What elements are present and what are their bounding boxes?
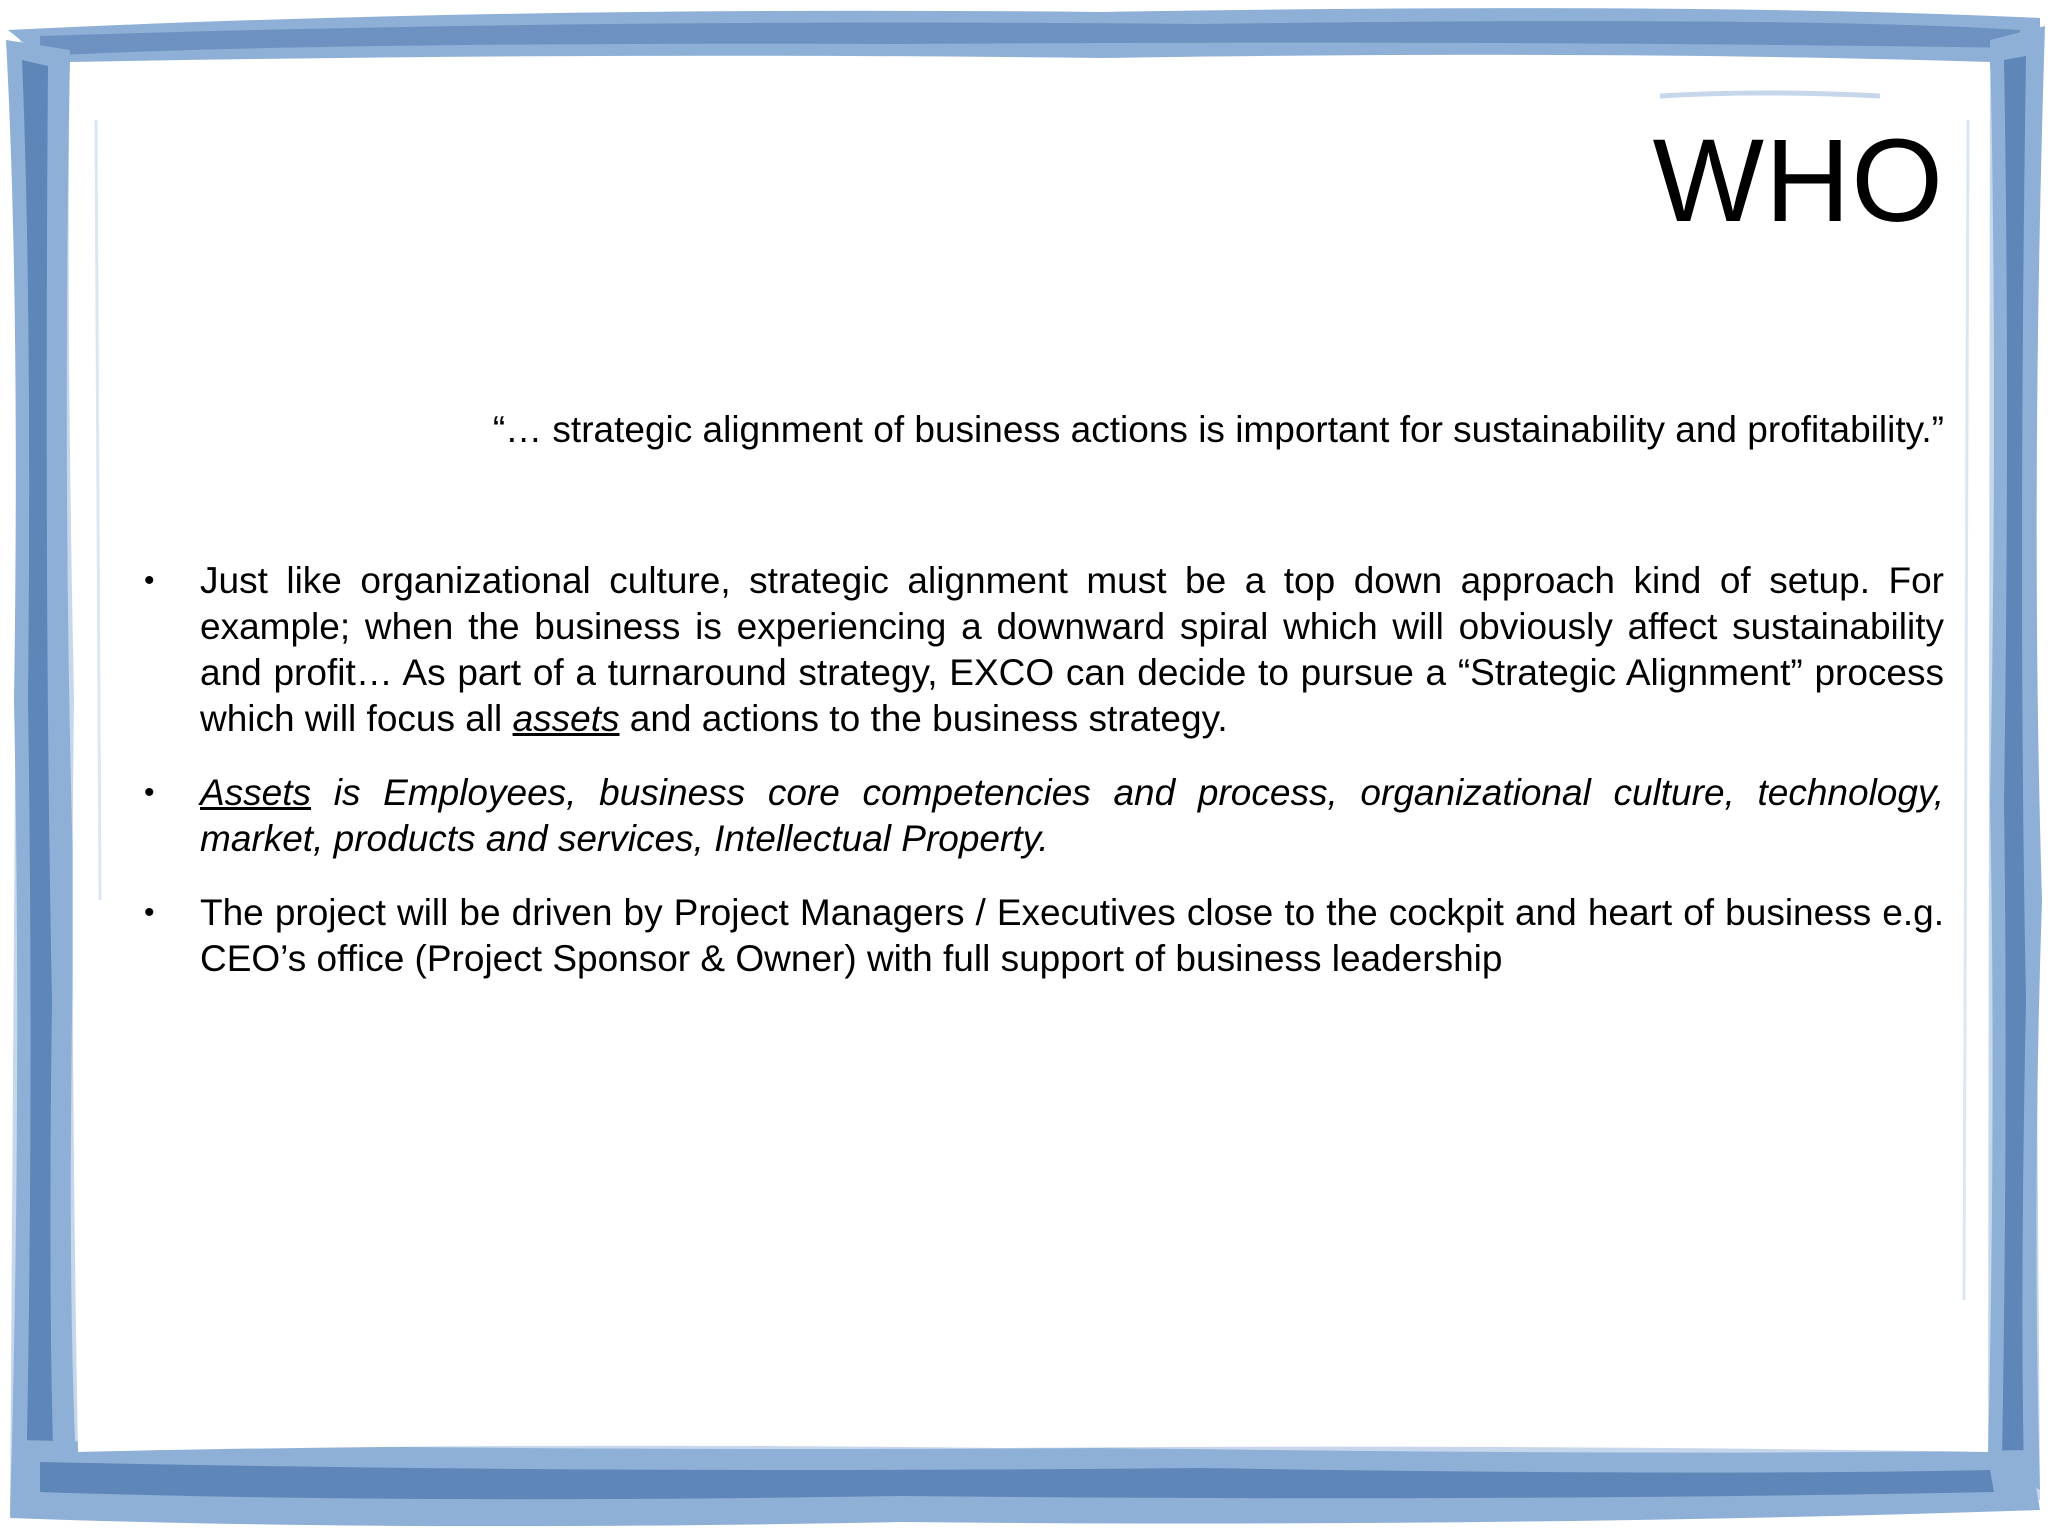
bullet-item — [144, 558, 1944, 742]
bullet-text: The project will be driven by Project Managers / Executives close to the cockpit and heart of business e.g. CEO’s office (Project Sponsor & Owner) with full support of business leadership — [200, 892, 1944, 979]
bullet-dot-icon: • — [144, 896, 155, 929]
slide-title: WHO — [1652, 115, 1944, 247]
assets-emphasis: Assets — [200, 772, 312, 813]
bullet-item — [144, 890, 1944, 982]
bullet-item — [144, 770, 1944, 862]
bullet-text: Just like organizational culture, strategic alignment must be a top down approach kind of setup. For example; when the business is experiencing a downward spiral which will obviously affect sustainability and profit… As part of a turnaround strategy, EXCO can decide to pursue a “Strategic Alignment” process which will focus all — [200, 560, 1944, 739]
bullet-text: and actions to the business strategy. — [619, 698, 1228, 739]
bullet-dot-icon: • — [144, 776, 155, 809]
bullet-dot-icon: • — [144, 564, 155, 597]
bullet-list — [144, 558, 1944, 1010]
assets-emphasis: assets — [512, 698, 620, 739]
quote-text: “… strategic alignment of business actions is important for sustainability and profitability.” — [492, 409, 1944, 450]
bullet-text: is Employees, business core competencies and process, organizational culture, technology, market, products and services, Intellectual Property. — [200, 772, 1944, 859]
